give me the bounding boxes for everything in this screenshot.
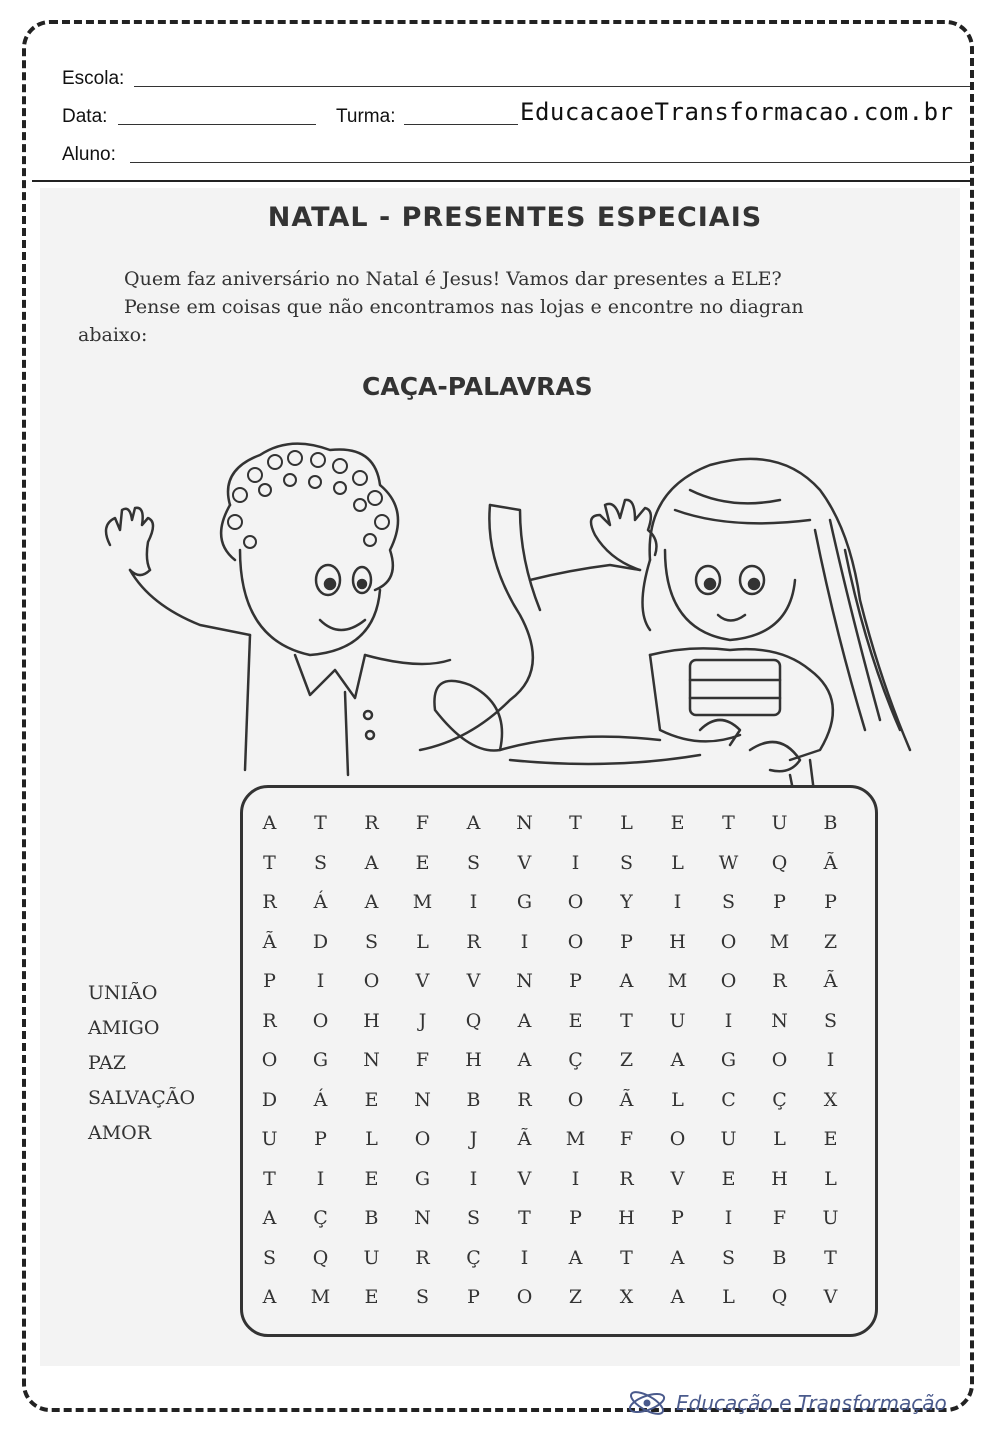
grid-cell[interactable]: N (363, 1049, 380, 1071)
grid-cell[interactable]: J (469, 1128, 478, 1150)
grid-cell[interactable]: A (262, 812, 277, 834)
grid-cell[interactable]: R (262, 891, 277, 913)
grid-cell[interactable]: T (314, 812, 327, 834)
word-list-item: UNIÃO (88, 982, 158, 1004)
grid-cell[interactable]: A (262, 1207, 277, 1229)
grid-cell[interactable]: G (414, 1167, 431, 1190)
boy-collar (295, 655, 365, 698)
grid-cell[interactable]: T (824, 1246, 837, 1269)
grid-cell[interactable]: P (569, 970, 582, 992)
grid-cell[interactable]: E (568, 1009, 583, 1032)
grid-cell[interactable]: F (619, 1128, 634, 1150)
grid-cell[interactable]: U (669, 1009, 686, 1032)
grid-cell[interactable]: A (517, 1049, 532, 1071)
grid-cell[interactable]: A (262, 1286, 277, 1308)
date-input-line[interactable] (118, 124, 316, 125)
grid-cell[interactable]: E (364, 1088, 379, 1111)
grid-cell[interactable]: I (520, 930, 529, 953)
grid-cell[interactable]: A (670, 1246, 685, 1269)
grid-cell[interactable]: J (418, 1009, 427, 1032)
grid-cell[interactable]: Q (771, 851, 788, 874)
header-divider (32, 180, 972, 182)
grid-cell[interactable]: P (467, 1286, 480, 1308)
grid-cell[interactable]: S (721, 1246, 736, 1269)
class-input-line[interactable] (404, 124, 518, 125)
grid-cell[interactable]: I (469, 891, 478, 913)
grid-cell[interactable]: Z (823, 930, 838, 953)
grid-cell[interactable]: O (771, 1049, 788, 1071)
grid-cell[interactable]: M (310, 1286, 331, 1308)
grid-cell[interactable]: I (571, 1167, 580, 1190)
grid-cell[interactable]: F (415, 1049, 430, 1071)
grid-cell[interactable]: O (567, 891, 584, 913)
grid-cell[interactable]: I (724, 1009, 733, 1032)
grid-cell[interactable]: U (822, 1207, 839, 1229)
school-input-line[interactable] (134, 86, 970, 87)
girl-hand-icon (591, 500, 656, 570)
grid-cell[interactable]: A (364, 891, 379, 913)
grid-cell[interactable]: X (823, 1088, 838, 1111)
atom-logo-icon (626, 1386, 668, 1420)
girl-overalls-bib (690, 660, 780, 715)
grid-cell[interactable]: T (569, 812, 582, 834)
grid-cell[interactable]: S (619, 851, 634, 874)
grid-cell[interactable]: N (414, 1207, 431, 1229)
grid-cell[interactable]: H (669, 930, 686, 953)
grid-cell[interactable]: S (466, 1207, 481, 1229)
grid-cell[interactable]: V (517, 851, 532, 874)
grid-cell[interactable]: L (722, 1286, 735, 1308)
grid-cell[interactable]: Ç (772, 1088, 787, 1111)
date-label: Data: (62, 106, 108, 127)
grid-cell[interactable]: O (720, 970, 737, 992)
student-label: Aluno: (62, 144, 116, 165)
word-list-item: SALVAÇÃO (88, 1087, 196, 1109)
grid-cell[interactable]: S (262, 1246, 277, 1269)
grid-cell[interactable]: E (823, 1128, 838, 1150)
grid-cell[interactable]: B (466, 1088, 481, 1111)
grid-cell[interactable]: O (363, 970, 380, 992)
grid-cell[interactable]: R (415, 1246, 430, 1269)
boy-face (240, 550, 380, 655)
grid-cell[interactable]: V (466, 970, 481, 992)
grid-cell[interactable]: R (619, 1167, 634, 1190)
grid-cell[interactable]: Ç (466, 1246, 481, 1269)
grid-cell[interactable]: Ã (823, 970, 838, 992)
grid-cell[interactable]: F (415, 812, 430, 834)
website-url: EducacaoeTransformacao.com.br (520, 98, 954, 126)
grid-cell[interactable]: P (773, 891, 786, 913)
grid-cell[interactable]: Á (313, 891, 328, 913)
grid-cell[interactable]: Ã (262, 930, 277, 953)
grid-cell[interactable]: A (517, 1009, 532, 1032)
class-label: Turma: (336, 106, 396, 127)
grid-cell[interactable]: G (516, 891, 533, 913)
grid-cell[interactable]: E (364, 1167, 379, 1190)
boy-arm (130, 570, 250, 635)
grid-cell[interactable]: B (364, 1207, 379, 1229)
grid-cell[interactable]: V (415, 970, 430, 992)
grid-cell[interactable]: U (261, 1128, 278, 1150)
grid-cell[interactable]: O (669, 1128, 686, 1150)
grid-cell[interactable]: H (465, 1049, 482, 1071)
grid-cell[interactable]: P (671, 1207, 684, 1229)
grid-cell[interactable]: M (667, 970, 688, 992)
word-list-item: AMIGO (88, 1017, 160, 1039)
grid-cell[interactable]: R (466, 930, 481, 953)
word-list-item: AMOR (88, 1122, 152, 1144)
grid-cell[interactable]: M (412, 891, 433, 913)
grid-cell[interactable]: W (718, 851, 739, 874)
grid-cell[interactable]: B (772, 1246, 787, 1269)
grid-cell[interactable]: C (721, 1088, 736, 1111)
grid-cell[interactable]: A (670, 1049, 685, 1071)
grid-cell[interactable]: N (414, 1088, 431, 1111)
grid-cell[interactable]: S (313, 851, 328, 874)
word-search-grid[interactable] (244, 804, 854, 1318)
grid-cell[interactable]: I (316, 970, 325, 992)
grid-cell[interactable]: D (261, 1088, 278, 1111)
grid-cell[interactable]: S (823, 1009, 838, 1032)
grid-cell[interactable]: Q (465, 1009, 482, 1032)
grid-cell[interactable]: F (772, 1207, 787, 1229)
grid-cell[interactable]: T (263, 851, 276, 874)
grid-cell[interactable]: O (720, 930, 737, 953)
grid-cell[interactable]: R (364, 812, 379, 834)
instruction-line-3: abaixo: (78, 324, 148, 346)
footer-logo (626, 1386, 947, 1420)
girl-arm (530, 565, 640, 580)
grid-cell[interactable]: T (620, 1246, 633, 1269)
grid-cell[interactable]: A (568, 1246, 583, 1269)
grid-cell[interactable]: T (722, 812, 735, 834)
grid-cell[interactable]: I (520, 1246, 529, 1269)
grid-cell[interactable]: P (569, 1207, 582, 1229)
grid-cell[interactable]: Ç (568, 1049, 583, 1071)
grid-cell[interactable]: R (772, 970, 787, 992)
grid-cell[interactable]: T (620, 1009, 633, 1032)
grid-cell[interactable]: P (314, 1128, 327, 1150)
children-with-gift-illustration (90, 430, 940, 800)
grid-cell[interactable]: E (670, 812, 685, 834)
grid-cell[interactable]: M (769, 930, 790, 953)
grid-cell[interactable]: T (518, 1207, 531, 1229)
grid-cell[interactable]: H (363, 1009, 380, 1032)
girl-hand-on-ribbon (750, 742, 800, 771)
grid-cell[interactable]: O (567, 930, 584, 953)
grid-cell[interactable]: E (415, 851, 430, 874)
grid-cell[interactable]: S (364, 930, 379, 953)
grid-cell[interactable]: D (312, 930, 329, 953)
grid-cell[interactable]: H (618, 1207, 635, 1229)
grid-cell[interactable]: L (365, 1128, 378, 1150)
girl-face (665, 550, 795, 640)
grid-cell[interactable]: G (720, 1049, 737, 1071)
grid-cell[interactable]: Ã (823, 851, 838, 874)
grid-cell[interactable]: Ã (517, 1128, 532, 1150)
grid-cell[interactable]: E (721, 1167, 736, 1190)
grid-cell[interactable]: P (824, 891, 837, 913)
grid-cell[interactable]: S (721, 891, 736, 913)
grid-cell[interactable]: L (773, 1128, 786, 1150)
footer-brand: Educação e Transformação (676, 1391, 947, 1415)
grid-cell[interactable]: N (516, 812, 533, 834)
grid-cell[interactable]: V (670, 1167, 685, 1190)
grid-cell[interactable]: L (671, 851, 684, 874)
grid-cell[interactable]: N (771, 1009, 788, 1032)
word-list (88, 976, 195, 1151)
school-label: Escola: (62, 68, 125, 89)
grid-cell[interactable]: A (364, 851, 379, 874)
grid-cell[interactable]: P (620, 930, 633, 953)
grid-cell[interactable]: Y (620, 891, 633, 913)
grid-cell[interactable]: P (263, 970, 276, 992)
grid-cell[interactable]: L (824, 1167, 837, 1190)
grid-cell[interactable]: V (517, 1167, 532, 1190)
grid-cell[interactable]: L (671, 1088, 684, 1111)
grid-cell[interactable]: T (263, 1167, 276, 1190)
grid-cell[interactable]: G (312, 1049, 329, 1071)
grid-cell[interactable]: I (673, 891, 682, 913)
grid-cell[interactable]: O (516, 1286, 533, 1308)
grid-cell[interactable]: M (565, 1128, 586, 1150)
grid-cell[interactable]: N (516, 970, 533, 992)
grid-cell[interactable]: I (316, 1167, 325, 1190)
grid-cell[interactable]: Ç (313, 1207, 328, 1229)
grid-cell[interactable]: Á (313, 1088, 328, 1111)
grid-cell[interactable]: Q (771, 1286, 788, 1308)
boy-hand-icon (106, 508, 153, 570)
grid-cell[interactable]: R (517, 1088, 532, 1111)
student-input-line[interactable] (130, 162, 972, 163)
grid-cell[interactable]: I (826, 1049, 835, 1071)
grid-cell[interactable]: S (466, 851, 481, 874)
grid-cell[interactable]: O (567, 1088, 584, 1111)
worksheet-title: NATAL - PRESENTES ESPECIAIS (267, 202, 763, 233)
grid-cell[interactable]: H (771, 1167, 788, 1190)
grid-cell[interactable]: R (262, 1009, 277, 1032)
grid-cell[interactable]: I (469, 1167, 478, 1190)
grid-cell[interactable]: B (823, 812, 838, 834)
grid-cell[interactable]: A (619, 970, 634, 992)
grid-cell[interactable]: E (364, 1286, 379, 1308)
grid-cell[interactable]: U (771, 812, 788, 834)
grid-cell[interactable]: A (670, 1286, 685, 1308)
grid-cell[interactable]: O (312, 1009, 329, 1032)
instruction-line-2: Pense em coisas que não encontramos nas lojas e encontre no diagran (124, 296, 804, 318)
grid-cell[interactable]: L (620, 812, 633, 834)
grid-cell[interactable]: A (466, 812, 481, 834)
grid-cell[interactable]: S (415, 1286, 430, 1308)
grid-cell[interactable]: Z (568, 1286, 583, 1308)
grid-cell[interactable]: L (416, 930, 429, 953)
grid-cell[interactable]: O (261, 1049, 278, 1071)
grid-cell[interactable]: X (619, 1286, 634, 1308)
word-list-item: PAZ (88, 1052, 126, 1074)
grid-cell[interactable]: V (823, 1286, 838, 1308)
grid-cell[interactable]: U (363, 1246, 380, 1269)
grid-cell[interactable]: Ã (619, 1088, 634, 1111)
word-search-title: CAÇA-PALAVRAS (362, 372, 593, 401)
grid-cell[interactable]: I (571, 851, 580, 874)
grid-cell[interactable]: Q (312, 1246, 329, 1269)
grid-cell[interactable]: I (724, 1207, 733, 1229)
grid-cell[interactable]: U (720, 1128, 737, 1150)
instruction-line-1: Quem faz aniversário no Natal é Jesus! Vamos dar presentes a ELE? (124, 268, 782, 290)
grid-cell[interactable]: Z (619, 1049, 634, 1071)
grid-cell[interactable]: O (414, 1128, 431, 1150)
